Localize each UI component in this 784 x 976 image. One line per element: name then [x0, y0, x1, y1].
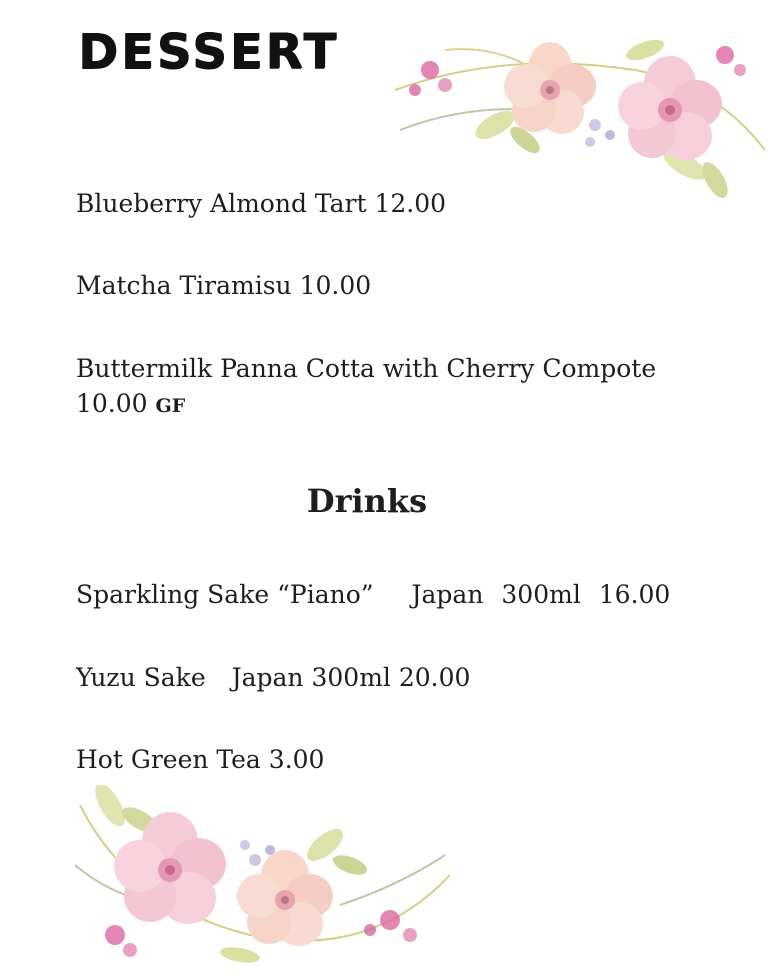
item-name: Buttermilk Panna Cotta with Cherry Compote	[76, 354, 657, 383]
item-name: Hot Green Tea	[76, 745, 261, 774]
dessert-item	[76, 268, 371, 303]
item-price: 10.00	[299, 271, 372, 300]
dessert-title: DESSERT	[78, 24, 339, 80]
item-name: Sparkling Sake “Piano”	[76, 580, 374, 609]
drink-item	[76, 577, 670, 612]
item-size: 300ml	[311, 663, 391, 692]
gluten-free-badge: GF	[155, 395, 186, 417]
item-name: Yuzu Sake	[76, 663, 206, 692]
drink-item	[76, 660, 470, 695]
item-price: 12.00	[374, 189, 447, 218]
item-origin: Japan	[411, 580, 484, 609]
item-price: 10.00	[76, 389, 148, 418]
drinks-title: Drinks	[306, 482, 428, 520]
drink-item	[76, 742, 324, 777]
dessert-item	[76, 186, 446, 221]
item-price: 3.00	[268, 745, 325, 774]
item-size: 300ml	[501, 580, 581, 609]
item-origin: Japan	[231, 663, 304, 692]
item-name: Matcha Tiramisu	[76, 271, 292, 300]
dessert-item	[76, 351, 656, 424]
floral-bouquet-bottom-left-icon	[70, 785, 460, 970]
item-price: 16.00	[598, 580, 671, 609]
item-name: Blueberry Almond Tart	[76, 189, 367, 218]
item-price: 20.00	[398, 663, 471, 692]
